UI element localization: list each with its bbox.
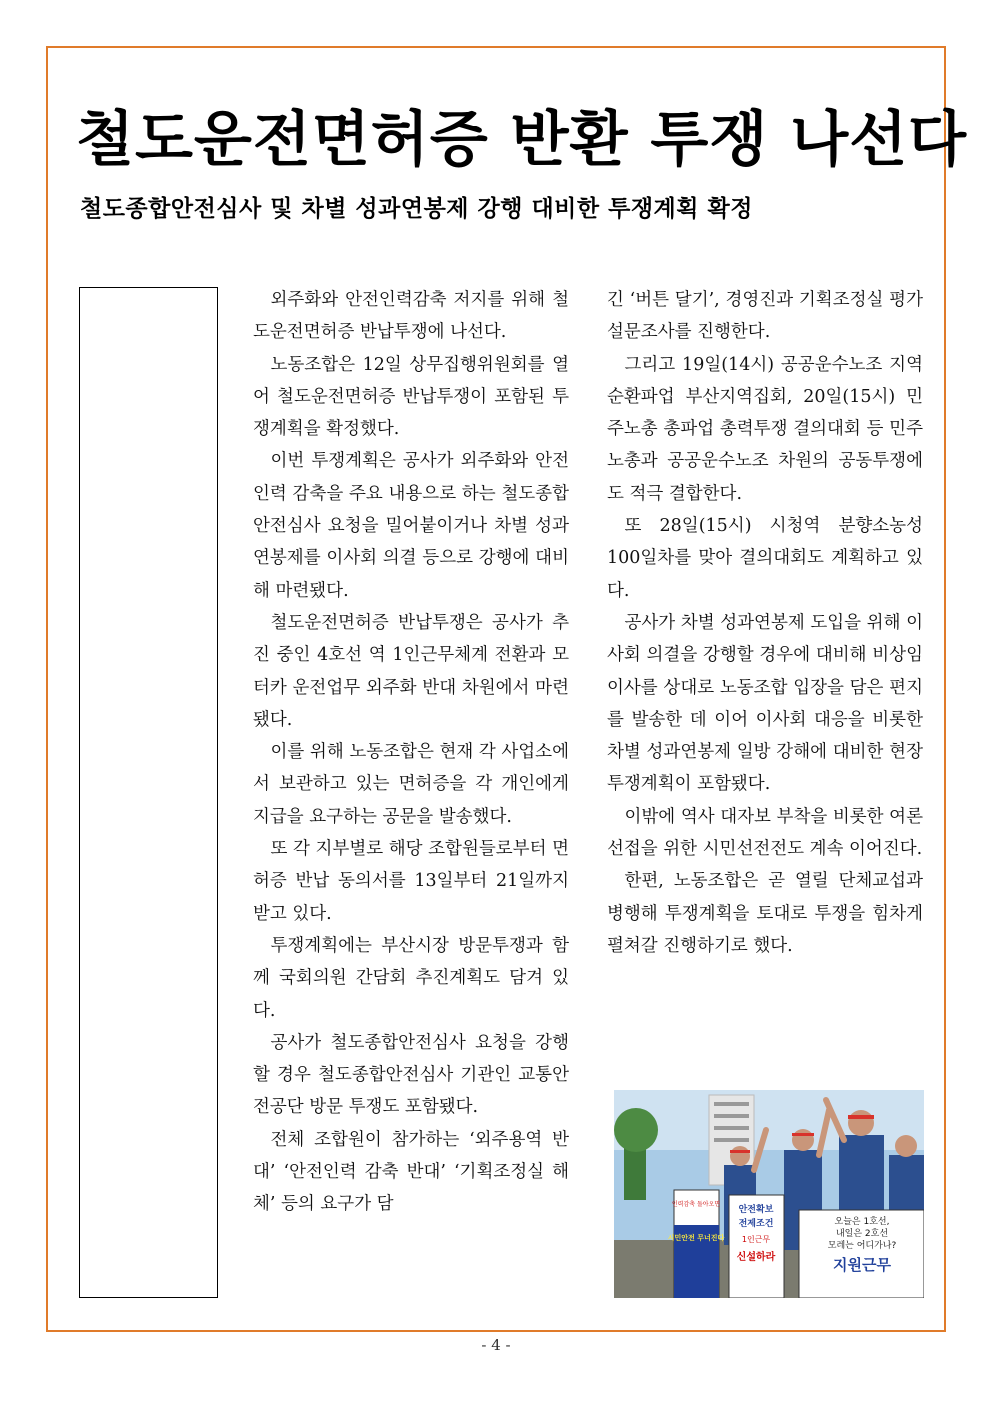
paragraph-continued: 긴 ‘버튼 달기’, 경영진과 기획조정실 평가설문조사를 진행한다. xyxy=(607,290,923,343)
sign-text: 오늘은 1호선, xyxy=(834,1217,890,1227)
body-column-2 xyxy=(607,284,923,962)
paragraph: 이밖에 역사 대자보 부착을 비롯한 여론 선접을 위한 시민선전전도 계속 이어진다. xyxy=(607,806,923,860)
paragraph: 전체 조합원이 참가하는 ‘외주용역 반대’ ‘안전인력 감축 반대’ ‘기획조정실 해체’ 등의 요구가 담 xyxy=(253,1129,569,1215)
sidebar-box xyxy=(79,287,218,1298)
paragraph: 노동조합은 12일 상무집행위원회를 열어 철도운전면허증 반납투쟁이 포함된 투쟁계획을 확정했다. xyxy=(253,354,569,440)
paragraph: 이를 위해 노동조합은 현재 각 사업소에서 보관하고 있는 면허증을 각 개인에게 지급을 요구하는 공문을 발송했다. xyxy=(253,742,569,827)
paragraph: 그리고 19일(14시) 공공운수노조 지역순환파업 부산지역집회, 20일(15시) 민주노총 총파업 총력투쟁 결의대회 등 민주노총과 공공운수노조 차원의 공동투쟁에도 적극 결합한다. xyxy=(607,354,923,504)
sign-text: 지원근무 xyxy=(833,1256,891,1274)
paragraph: 또 28일(15시) 시청역 분향소농성 100일차를 맞아 결의대회도 계획하고 있다. xyxy=(607,516,923,601)
rally-photo xyxy=(614,1090,924,1298)
sign-text: 내일은 2호선 xyxy=(835,1229,889,1239)
sign-text: 시민안전 무너진다 xyxy=(667,1234,725,1242)
article-title: 철도운전면허증 반환 투쟁 나선다 xyxy=(76,105,968,175)
body-column-1 xyxy=(253,284,569,1221)
sign-text: 모레는 어디가나? xyxy=(827,1241,897,1251)
sign-text: 전제조건 xyxy=(738,1219,774,1229)
paragraph: 또 각 지부별로 해당 조합원들로부터 면허증 반납 동의서를 13일부터 21일까지 받고 있다. xyxy=(253,839,569,924)
sign-text: 안전확보 xyxy=(738,1205,774,1215)
sign-text: 1인근무 xyxy=(741,1235,771,1244)
paragraph: 공사가 철도종합안전심사 요청을 강행할 경우 철도종합안전심사 기관인 교통안전공단 방문 투쟁도 포함됐다. xyxy=(253,1032,569,1118)
article-subtitle: 철도종합안전심사 및 차별 성과연봉제 강행 대비한 투쟁계획 확정 xyxy=(80,195,753,222)
paragraph: 투쟁계획에는 부산시장 방문투쟁과 함께 국회의원 간담회 추진계획도 담겨 있다. xyxy=(253,935,569,1021)
page-number: - 4 - xyxy=(481,1336,511,1354)
paragraph: 외주화와 안전인력감축 저지를 위해 철도운전면허증 반납투쟁에 나선다. xyxy=(253,290,569,343)
sign-text: 신설하라 xyxy=(736,1252,776,1263)
paragraph: 한편, 노동조합은 곧 열릴 단체교섭과 병행해 투쟁계획을 토대로 투쟁을 힘차게 펼쳐갈 진행하기로 했다. xyxy=(607,871,923,956)
paragraph: 이번 투쟁계획은 공사가 외주화와 안전인력 감축을 주요 내용으로 하는 철도종합안전심사 요청을 밀어붙이거나 차별 성과연봉제를 이사회 의결 등으로 강행에 대비해 마련됐다. xyxy=(253,451,569,601)
paragraph: 공사가 차별 성과연봉제 도입을 위해 이사회 의결을 강행할 경우에 대비해 비상임 이사를 상대로 노동조합 입장을 담은 편지를 발송한 데 이어 이사회 대응을 비롯한 차별 성과연봉제 일방 강해에 대비한 현장투쟁계획이 포함됐다. xyxy=(607,612,923,795)
sign-text: 인력감축 돌아오면 xyxy=(671,1201,721,1208)
paragraph: 철도운전면허증 반납투쟁은 공사가 추진 중인 4호선 역 1인근무체계 전환과 모터카 운전업무 외주화 반대 차원에서 마련됐다. xyxy=(253,612,569,730)
